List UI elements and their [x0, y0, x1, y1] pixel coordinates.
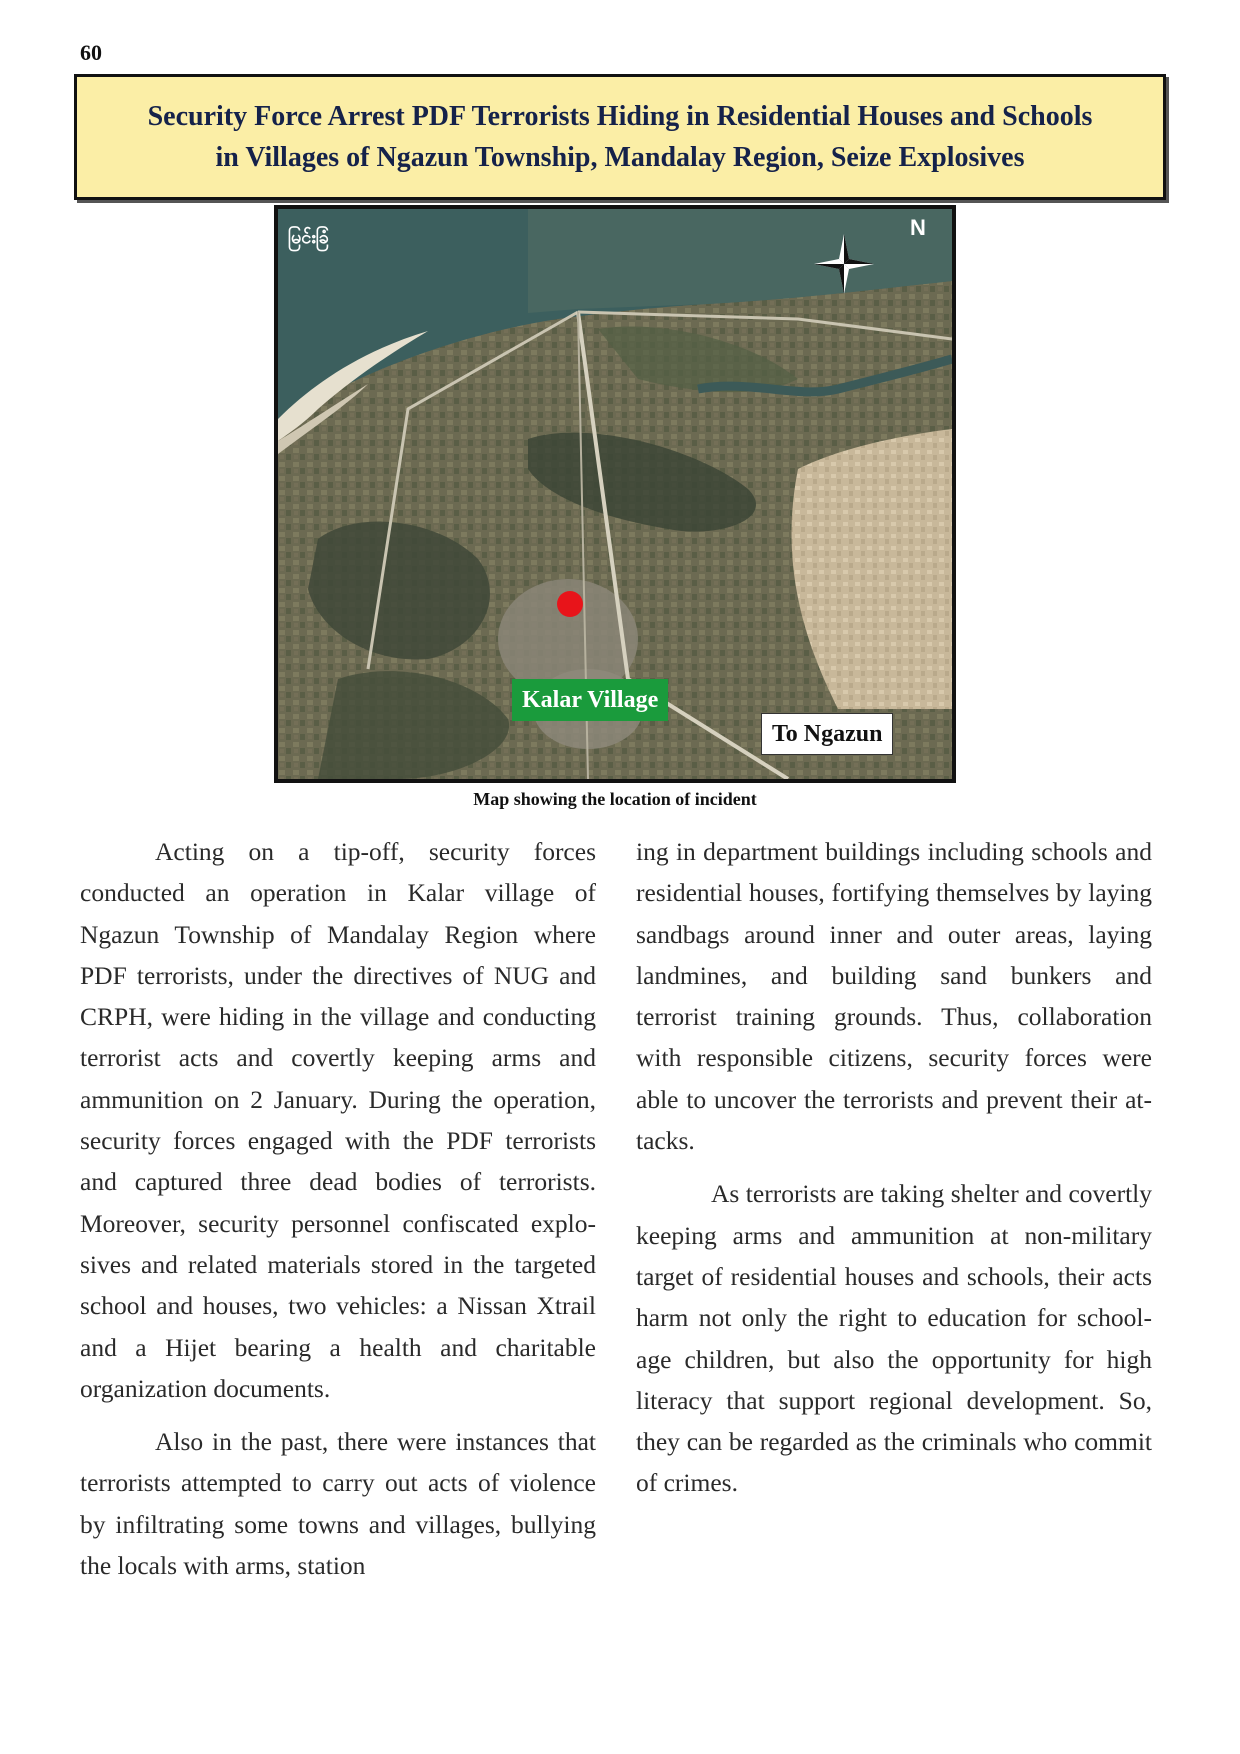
north-label: N [910, 215, 926, 240]
headline-box [74, 74, 1166, 200]
article-paragraph-3: As terrorists are taking shelter and covertly keeping arms and ammunition at non-military target of residential houses and schools, their acts harm not only the right to education for school-age children, but also the opportunity for high literacy that support regional development. So, they can be regarded as the criminals who commit of crimes. [636, 1179, 1152, 1498]
article-paragraph-1: Acting on a tip-off, security forces conducted an operation in Kalar village of Ngazun Township of Mandalay Region where PDF terrorists, under the directives of NUG and CRPH, were hiding in the village and conducting terrorist acts and covertly keeping arms and ammunition on 2 January. During the operation, security forces engaged with the PDF terrorists and captured three dead bodies of terrorists. Moreover, security personnel confiscated explosives and related materials stored in the targeted school and houses, two vehicles: a Nissan Xtrail and a Hijet bearing a health and charitable organization documents. [80, 837, 596, 1403]
map-caption: Map showing the location of incident [473, 789, 757, 809]
direction-label: To Ngazun [761, 713, 893, 755]
article-column-left [80, 831, 596, 1598]
article-column-right [636, 831, 1152, 1516]
headline-line-1: Security Force Arrest PDF Terrorists Hiding in Residential Houses and Schools [147, 101, 1093, 132]
article-paragraph-2-end: ing in department buildings including schools and residential houses, fortifying themselves by laying sandbags around inner and outer areas, laying landmines, and building sand bunkers and terrorist training grounds. Thus, collaboration with responsible citizens, security forces were able to uncover the terrorists and prevent their attacks. [636, 837, 1152, 1156]
location-marker-icon [557, 591, 583, 617]
location-map [274, 205, 956, 783]
village-label: Kalar Village [512, 679, 668, 721]
article-paragraph-2-start: Also in the past, there were instances that terrorists attempted to carry out acts of violence by infiltrating some towns and villages, bullying the locals with arms, station [80, 1427, 596, 1581]
headline-line-2: in Villages of Ngazun Township, Mandalay Region, Seize Explosives [215, 142, 1025, 173]
map-location-watermark: မြင်းခြံ [288, 227, 330, 248]
page-number: 60 [80, 40, 102, 65]
